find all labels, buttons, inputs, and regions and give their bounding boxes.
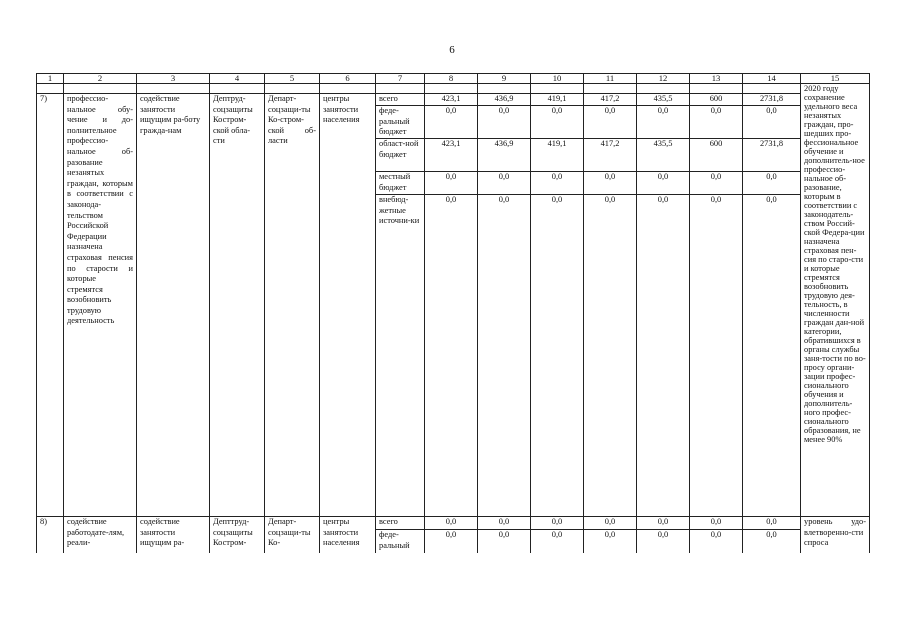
value-cell: 0,0 (478, 106, 531, 139)
section8-coexecutor: Департ-соцзащи-ты Ко- (265, 517, 320, 554)
col-num-15: 15 (801, 74, 870, 84)
col-num-12: 12 (637, 74, 690, 84)
col-num-9: 9 (478, 74, 531, 84)
value-cell: 0,0 (637, 517, 690, 530)
section8-task: содействие занятости ищущим ра- (137, 517, 210, 554)
section8-number: 8) (37, 517, 64, 554)
funding-source: внебюд-жетные источни-ки (376, 195, 425, 517)
value-cell: 0,0 (425, 195, 478, 517)
value-cell: 435,5 (637, 139, 690, 172)
value-cell: 423,1 (425, 139, 478, 172)
section8-row-total (37, 517, 870, 530)
value-cell: 0,0 (531, 106, 584, 139)
value-cell: 0,0 (743, 517, 801, 530)
section7-task: содействие занятости ищущим ра-боту гражда-нам (137, 94, 210, 517)
value-cell: 0,0 (425, 106, 478, 139)
col-num-8: 8 (425, 74, 478, 84)
value-cell: 0,0 (478, 517, 531, 530)
section7-number: 7) (37, 94, 64, 517)
value-cell: 0,0 (531, 517, 584, 530)
col-num-14: 14 (743, 74, 801, 84)
value-cell: 419,1 (531, 94, 584, 106)
value-cell: 0,0 (531, 195, 584, 517)
value-cell: 0,0 (584, 195, 637, 517)
value-cell: 0,0 (690, 517, 743, 530)
value-cell: 0,0 (425, 517, 478, 530)
value-cell: 0,0 (584, 106, 637, 139)
value-cell: 0,0 (584, 172, 637, 195)
page-number: 6 (449, 44, 455, 56)
value-cell: 0,0 (425, 530, 478, 554)
header-row (37, 74, 870, 84)
value-cell: 435,5 (637, 94, 690, 106)
col-num-11: 11 (584, 74, 637, 84)
value-cell: 0,0 (743, 172, 801, 195)
value-cell: 2731,8 (743, 94, 801, 106)
value-cell: 436,9 (478, 94, 531, 106)
funding-source: всего (376, 94, 425, 106)
section8-responsible: Депттруд-соцзащиты Костром- (210, 517, 265, 554)
col-num-2: 2 (64, 74, 137, 84)
value-cell: 436,9 (478, 139, 531, 172)
funding-source: феде-ральный бюджет (376, 106, 425, 139)
section7-coexecutor: Департ-соцзащи-ты Ко-стром-ской об-ласти (265, 94, 320, 517)
col-num-7: 7 (376, 74, 425, 84)
value-cell: 0,0 (690, 172, 743, 195)
section7-row-total (37, 94, 870, 106)
section7-responsible: Дептруд-соцзащиты Костром-ской обла-сти (210, 94, 265, 517)
value-cell: 0,0 (743, 106, 801, 139)
value-cell: 0,0 (478, 530, 531, 554)
value-cell: 0,0 (584, 530, 637, 554)
value-cell: 423,1 (425, 94, 478, 106)
col-num-6: 6 (320, 74, 376, 84)
value-cell: 0,0 (478, 172, 531, 195)
value-cell: 600 (690, 94, 743, 106)
value-cell: 600 (690, 139, 743, 172)
col-num-1: 1 (37, 74, 64, 84)
value-cell: 0,0 (531, 530, 584, 554)
section7-result (801, 84, 870, 517)
value-cell: 0,0 (637, 106, 690, 139)
value-cell: 0,0 (690, 106, 743, 139)
value-cell: 0,0 (425, 172, 478, 195)
section7-participants: центры занятости населения (320, 94, 376, 517)
funding-source: феде-ральный (376, 530, 425, 554)
col-num-3: 3 (137, 74, 210, 84)
value-cell: 0,0 (743, 530, 801, 554)
value-cell: 0,0 (478, 195, 531, 517)
value-cell: 0,0 (531, 172, 584, 195)
program-table (36, 73, 870, 554)
value-cell: 417,2 (584, 139, 637, 172)
value-cell: 2731,8 (743, 139, 801, 172)
value-cell: 0,0 (637, 172, 690, 195)
value-cell: 0,0 (637, 530, 690, 554)
continuation-row (37, 84, 870, 94)
col-num-10: 10 (531, 74, 584, 84)
funding-source: област-ной бюджет (376, 139, 425, 172)
col-num-13: 13 (690, 74, 743, 84)
col-num-4: 4 (210, 74, 265, 84)
funding-source: местный бюджет (376, 172, 425, 195)
funding-source: всего (376, 517, 425, 530)
col-num-5: 5 (265, 74, 320, 84)
section7-result-text: 2020 году сохранение удельного веса незанятых граждан, про-шедших про-фессиональное обучение и дополнитель-ное профессио-нальное об-разование, которым в соответствии с законодатель-ством Россий-ской Федера-ции назначена страховая пен-сия по старо-сти и которые стремятся возобновить трудовую дея-тельность, в численности граждан дан-ной категории, обратившихся в органы службы заня-тости по во-просу органи-зации профес-сионального обучения и дополнитель-ного профес-сионального образования, не менее 90% (804, 84, 866, 444)
section8-participants: центры занятости населения (320, 517, 376, 554)
section8-measure: содействие работодате-лям, реали- (64, 517, 137, 554)
section7-measure: профессио-нальное обу-чение и до-полнительное профессио-нальное об-разование незанятых граждан, которым в соответствии с законода-тельством Российской Федерации назначена страховая пенсия по старости и которые стремятся возобновить трудовую деятельность (64, 94, 137, 517)
value-cell: 419,1 (531, 139, 584, 172)
value-cell: 417,2 (584, 94, 637, 106)
value-cell: 0,0 (690, 195, 743, 517)
value-cell: 0,0 (690, 530, 743, 554)
value-cell: 0,0 (637, 195, 690, 517)
section8-result: уровень удо-влетворенно-сти спроса (801, 517, 870, 554)
value-cell: 0,0 (743, 195, 801, 517)
value-cell: 0,0 (584, 517, 637, 530)
